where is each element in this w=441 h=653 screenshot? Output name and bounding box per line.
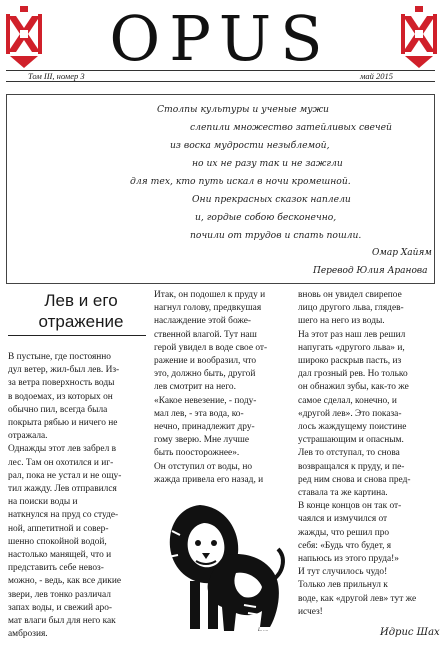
epigraph-author: Омар Хайям (372, 248, 432, 258)
article-text-line: отражала. (8, 431, 48, 442)
article-text-line: чаялся и измучился от (298, 514, 388, 525)
article-text-line: Лев то отступал, то снова (298, 448, 400, 459)
article-text-line: ственной влагой. Тут наш (154, 329, 257, 340)
article-text-line: звери, лев тонко различал (8, 589, 111, 600)
article-text-line: лев смотрит на него. (154, 382, 236, 393)
epigraph-line: Они прекрасных сказок наплели (192, 194, 351, 205)
epigraph-line: из воска мудрости незыблемой, (170, 140, 330, 151)
article-text-line: ставала та же картина. (298, 488, 388, 498)
article-title-line: Лев и его (44, 291, 118, 310)
article-text-line: устрашающим и опасным. (298, 435, 404, 446)
article-text-line: шенно спокойной водой, (8, 536, 107, 547)
illustration-signature: L. .... (258, 628, 269, 633)
article-text-line: рал, пока не устал и не ощу- (8, 470, 122, 481)
title-divider (8, 335, 146, 336)
article-text-line: это, должно быть, другой (154, 369, 256, 380)
article-text-line: В пустыне, где постоянно (8, 352, 111, 362)
article-text-line: Он отступил от воды, но (154, 461, 253, 472)
article-text-line: представить себе невоз- (8, 563, 104, 574)
issue-number: Том III, номер 3 (28, 71, 85, 81)
article-text-line: дал грозный рев. Но только (298, 369, 408, 380)
article-text-line: гому зверю. Мне лучше (154, 435, 250, 446)
article-text-line: вновь он увидел свирепое (298, 290, 402, 300)
epigraph-line: и, гордые собою бесконечно, (195, 212, 337, 223)
article-text-line: настолько манящей, что и (8, 550, 112, 560)
epigraph-line: почили от трудов и спать пошли. (190, 230, 362, 241)
article-text-line: ной, аппетитной и совер- (8, 523, 109, 534)
article-text-line: на поиски воды и (8, 497, 78, 508)
article-text-line: воде, как «другой лев» тут же (298, 593, 417, 604)
article-text-line: в водоемах, из которых он (8, 391, 113, 402)
article-text-line: широко раскрыв пасть, из (298, 356, 402, 366)
article-title-line: отражение (38, 312, 124, 331)
article-text-line: наслаждение этой боже- (154, 316, 252, 327)
article-text-line: нечно, принадлежит дру- (154, 422, 255, 432)
article-text-line: И тут случилось чудо! (298, 567, 388, 578)
article-text-line: ражение и вообразил, что (154, 356, 257, 366)
article-text-line: ред ним снова и снова пред- (298, 474, 411, 485)
article-text-line: герой увидел в воде свое от- (154, 342, 268, 353)
article-text-line: В конце концов он так от- (298, 501, 402, 512)
article-text-line: запах воды, и свежий аро- (8, 602, 113, 613)
article-text-line: «Какое невезение, - поду- (154, 395, 257, 406)
epigraph-line: но их не разу так и не зажгли (192, 158, 343, 169)
article-text-line: он обнажил зубы, как-то же (298, 382, 409, 393)
article-text-line: Однажды этот лев забрел в (8, 444, 117, 455)
masthead-title: OPUS (109, 2, 332, 75)
article-text-line: жажда привела его назад, и (154, 474, 264, 485)
article-text-line: напьюсь из этого пруда!» (298, 554, 399, 564)
lion-illustration (160, 495, 288, 643)
article-text-line: На этот раз наш лев решил (298, 329, 406, 340)
article-text-line: наткнулся на пруд со студе- (8, 510, 119, 521)
epigraph-translator: Перевод Юлия Аранова (313, 266, 428, 276)
article-text-line: амброзия. (8, 629, 48, 640)
article-text-line: дул ветер, жил-был лев. Из- (8, 365, 120, 376)
epigraph-line: для тех, кто путь искал в ночи кромешной. (130, 176, 351, 187)
article-text-line: возвращался к пруду, и пе- (298, 461, 405, 472)
article-text-line: быть поосторожнее». (154, 448, 240, 459)
article-text-line: «другой лев». Это показа- (298, 408, 402, 419)
article-text-line: напугать «другого льва» и, (298, 342, 405, 353)
epigraph-line: слепили множество затейливых свечей (190, 122, 392, 133)
article-text-line: обычно пил, всегда была (8, 404, 108, 415)
article-text-line: Итак, он подошел к пруду и (154, 290, 266, 300)
article-text-line: покрыта рябью и ничего не (8, 418, 118, 428)
article-text-line: за ветра поверхность воды (8, 378, 115, 389)
article-text-line: шего на него из воды. (298, 316, 385, 327)
article-text-line: самое сделал, конечно, и (298, 395, 397, 406)
article-text-line: Только лев прильнул к (298, 580, 388, 591)
issue-date: май 2015 (360, 71, 394, 81)
article-text-line: нагнул голову, предвкушая (154, 303, 262, 314)
article-text-line: лицо другого льва, глядев- (298, 303, 404, 314)
article-text-line: можно, - ведь, как все дикие (8, 576, 122, 587)
article-title (20, 290, 142, 332)
article-text-line: лось жаждущему поистине (298, 422, 407, 432)
article-text-line: исчез! (298, 606, 323, 617)
article-author: Идрис Шах (380, 627, 440, 638)
article-text-line: жажды, что решил про (298, 527, 390, 538)
article-text-line: мат влаги был для него как (8, 616, 116, 626)
article-text-line: себя: «Будь что будет, я (298, 540, 392, 551)
article-text-line: тил жажду. Лев отправился (8, 484, 117, 494)
article-text-line: лес. Там он охотился и иг- (8, 457, 114, 468)
article-text-line: мал лев, - эта вода, ко- (154, 408, 244, 419)
epigraph-line: Столпы культуры и ученые мужи (157, 104, 329, 115)
